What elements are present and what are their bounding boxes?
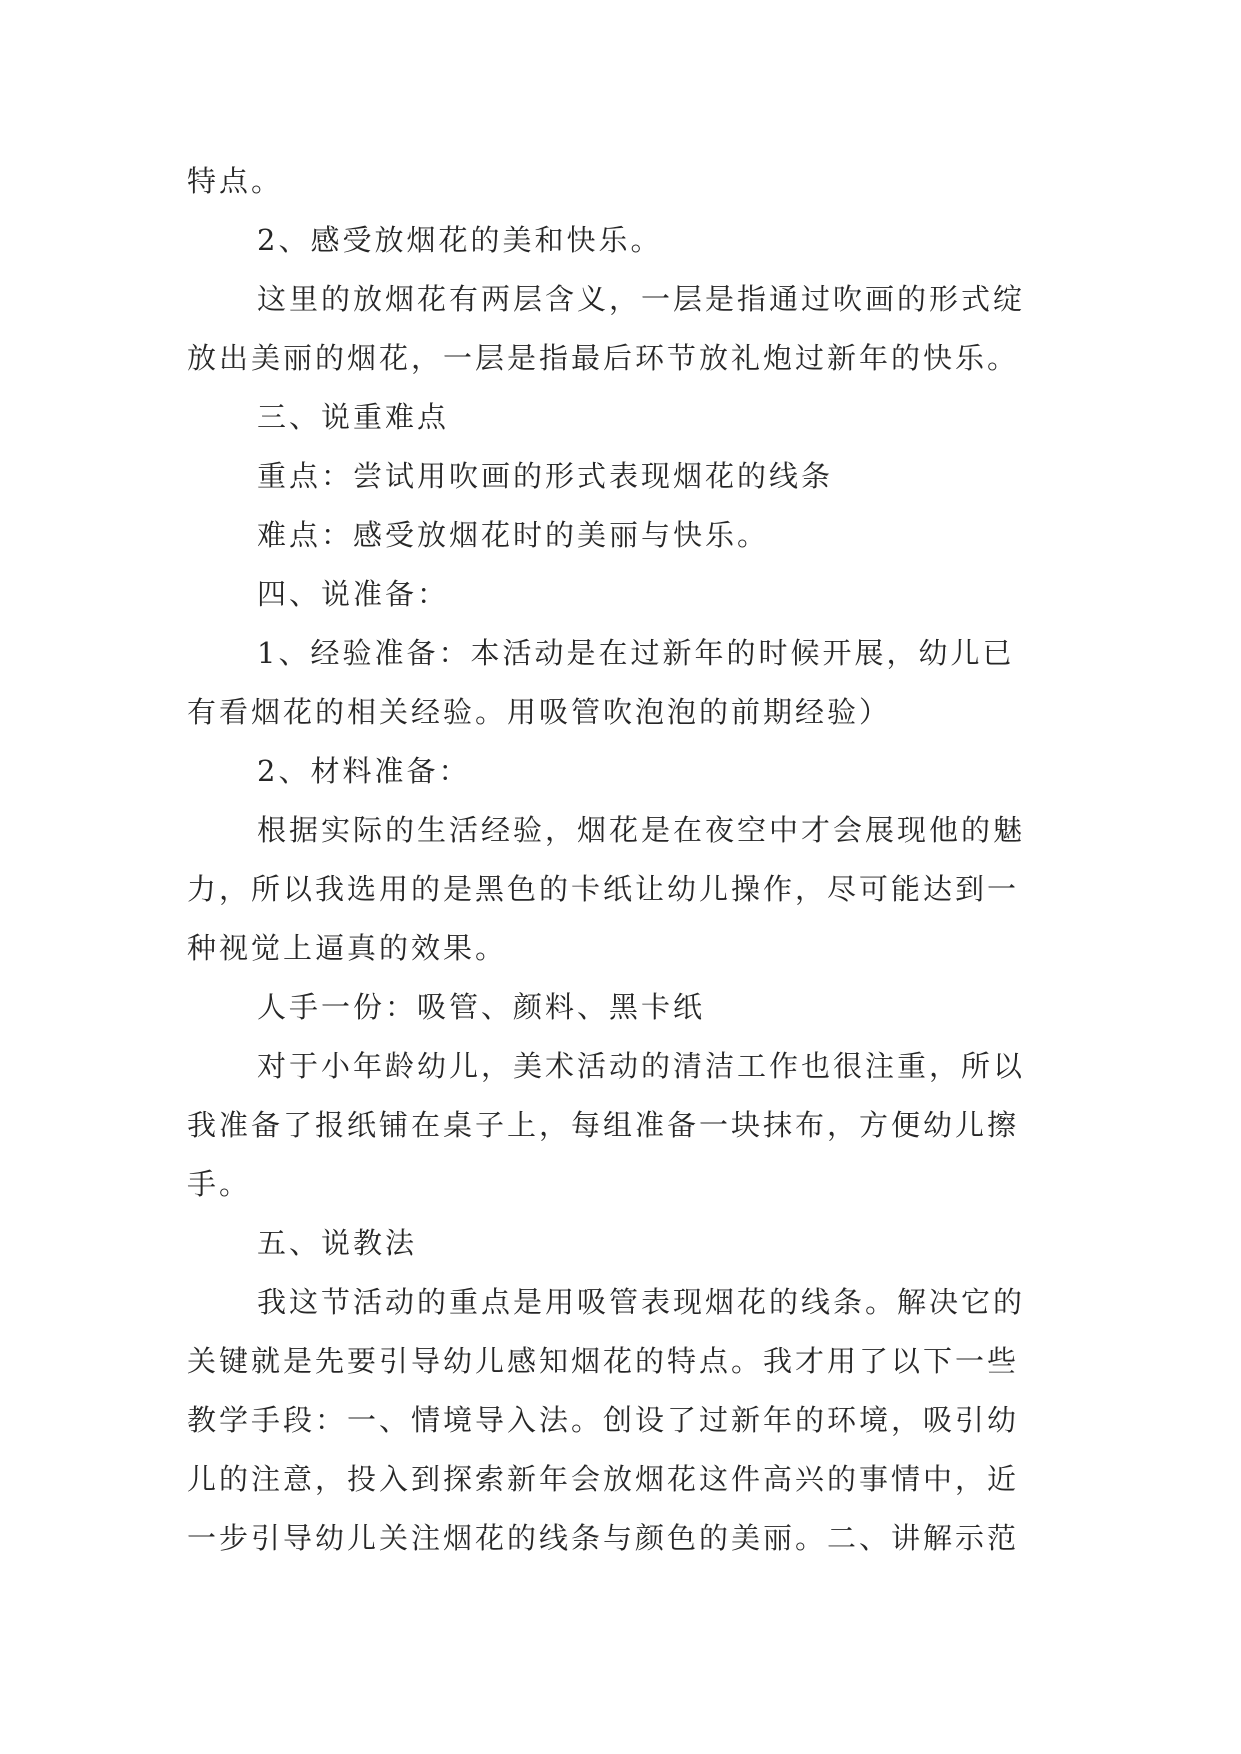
text-line: 我这节活动的重点是用吸管表现烟花的线条。解决它的 bbox=[257, 1285, 1026, 1319]
text-line: 重点：尝试用吹画的形式表现烟花的线条 bbox=[257, 459, 834, 493]
text-line: 我准备了报纸铺在桌子上，每组准备一块抹布，方便幼儿擦 bbox=[187, 1108, 1020, 1142]
text-line: 这里的放烟花有两层含义，一层是指通过吹画的形式绽 bbox=[257, 282, 1026, 316]
text-line: 2、感受放烟花的美和快乐。 bbox=[257, 223, 663, 257]
text-line: 手。 bbox=[187, 1167, 252, 1201]
text-line: 有看烟花的相关经验。用吸管吹泡泡的前期经验） bbox=[187, 695, 892, 729]
text-line: 儿的注意，投入到探索新年会放烟花这件高兴的事情中，近 bbox=[187, 1462, 1020, 1496]
text-line: 对于小年龄幼儿，美术活动的清洁工作也很注重，所以 bbox=[257, 1049, 1026, 1083]
section-heading: 四、说准备： bbox=[257, 577, 450, 611]
text-line: 特点。 bbox=[187, 164, 284, 198]
text-line: 关键就是先要引导幼儿感知烟花的特点。我才用了以下一些 bbox=[187, 1344, 1020, 1378]
text-line: 教学手段：一、情境导入法。创设了过新年的环境，吸引幼 bbox=[187, 1403, 1020, 1437]
text-line: 难点：感受放烟花时的美丽与快乐。 bbox=[257, 518, 770, 552]
text-line: 根据实际的生活经验，烟花是在夜空中才会展现他的魅 bbox=[257, 813, 1026, 847]
text-line: 1、经验准备：本活动是在过新年的时候开展，幼儿已 bbox=[257, 636, 1015, 670]
document-body bbox=[187, 152, 1057, 1568]
text-line: 种视觉上逼真的效果。 bbox=[187, 931, 508, 965]
section-heading: 三、说重难点 bbox=[257, 400, 450, 434]
text-line: 人手一份：吸管、颜料、黑卡纸 bbox=[257, 990, 706, 1024]
text-line: 一步引导幼儿关注烟花的线条与颜色的美丽。二、讲解示范 bbox=[187, 1521, 1020, 1555]
text-line: 力，所以我选用的是黑色的卡纸让幼儿操作，尽可能达到一 bbox=[187, 872, 1020, 906]
text-line: 2、材料准备： bbox=[257, 754, 471, 788]
section-heading: 五、说教法 bbox=[257, 1226, 418, 1260]
text-line: 放出美丽的烟花，一层是指最后环节放礼炮过新年的快乐。 bbox=[187, 341, 1020, 375]
